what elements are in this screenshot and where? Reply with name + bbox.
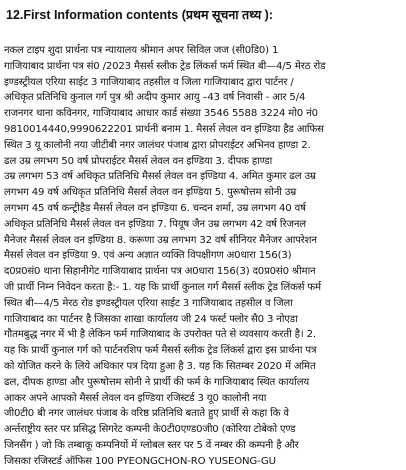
body-line: आकर अपने आपको मैसर्स लेवल वन इण्डिया रजिस्टर्ड 3 यू0 कालोनी नया bbox=[4, 392, 267, 404]
body-line: द0प्र0सं0 थाना सिहानीगेट गाजियाबाद प्रार्थना पत्र अ0धारा 156(3) द0प्र0सं0 श्रीमान bbox=[4, 266, 316, 278]
body-line: लगभग 45 वर्ष कन्ट्रीहैड मैसर्स लेवल वन इण्डिया 6. चन्दन शर्मा, उम्र लगभग 40 वर्ष bbox=[4, 202, 306, 214]
section-title: First Information contents bbox=[23, 8, 179, 22]
body-line: उम्र लगभग 53 वर्ष अधिकृत प्रतिनिधि मैसर्स लेवल वन इण्डिया 4. अमित कुमार ढल उम्र bbox=[4, 171, 316, 183]
body-line: नकल टाइप शुदा प्रार्थना पत्र न्यायालय श्रीमान अपर सिविल जज (सी0डि0) 1 bbox=[4, 45, 279, 56]
body-line: इण्डस्ट्रीयल एरिया साईट 3 गाजियाबाद तहसील व जिला गाजियाबाद द्वारा पार्टनर / bbox=[4, 76, 294, 88]
body-line: स्थित 3 यू कालोनी नया जीटीबी नगर जालंधर पंजाब द्वारा प्रोपराईटर अभिनव हाण्डा 2. bbox=[4, 139, 311, 151]
body-line: यह कि प्रार्थी कुनाल गर्ग को पार्टनरशिप फर्म मैसर्स स्लीक ट्रेड लिंकर्स द्वारा इस प्रार्थना पत्र bbox=[4, 345, 317, 357]
body-line: जिनसैंग ) जो कि तम्बाकू कम्पनियों में ग्लोबल स्तर पर 5 वें नम्बर की कम्पनी है और bbox=[4, 439, 299, 451]
body-line: गाजियाबाद का पार्टनर है जिसका शाखा कार्यालय जी 24 फर्स्ट फ्लोर सै0 3 नोएडा bbox=[4, 313, 298, 325]
section-title-hindi: (प्रथम सूचना तथ्य ): bbox=[181, 8, 273, 22]
body-line: अधिकृत प्रतिनिधि मैसर्स लेवल वन इण्डिया 7. पियूष जैन उम्र लगभग 42 वर्ष रिजनल bbox=[4, 218, 306, 230]
body-line: अर्न्तराष्ट्रीय स्तर पर प्रसिद्ध सिगरेट कम्पनी के0टी0एण्ड0जी0 (कोरिया टोबेको एण्ड bbox=[4, 424, 296, 436]
body-line: मैनेजर मैसर्स लेवल वन इण्डिया 8. करूणा उम्र लगभग 32 वर्ष सीनियर मैनेजर आपरेशन bbox=[4, 234, 317, 246]
body-line: गाजियाबाद प्रार्थना पत्र सं0 /2023 मैसर्स स्लीक ट्रेड लिंकर्स फर्म स्थित बी—4/5 मेरठ रोड bbox=[4, 60, 326, 72]
body-line: को योजित करने के लिये अधिकार पत्र दिया हुआ है 3. यह कि सितम्बर 2020 में अमित bbox=[4, 360, 316, 372]
body-line: गौतमबुद्ध नगर में भी है लेकिन फर्म गाजियाबाद के उपरोक्त पते से व्यवसाय करती है। 2. bbox=[4, 329, 316, 341]
body-line: 9810014440,9990622201 प्रार्थनी बनाम 1. मैसर्स लेवल वन इण्डिया हैड आफिस bbox=[4, 123, 324, 135]
body-line: ढल उम्र लगभग 50 वर्ष प्रोपराईटर मैसर्स लेवल वन इण्डिया 3. दीपक हाण्डा bbox=[4, 155, 273, 167]
body-line: जी प्रार्थी निम्न निवेदन करता है:- 1. यह कि प्रार्थी कुनाल गर्ग मैसर्स स्लीक ट्रेड लिंकर्स फर्म bbox=[4, 281, 321, 293]
first-information-body bbox=[4, 43, 402, 470]
body-line: अधिकृत प्रतिनिधि कुनाल गर्ग पुत्र श्री अदीप कुमार आयु –43 वर्ष निवासी - आर 5/4 bbox=[4, 92, 306, 104]
body-line: राजनगर थाना कविनगर, गाजियाबाद आधार कार्ड संख्या 3546 5588 3224 मो0 नं0 bbox=[4, 108, 318, 120]
body-line: स्थित बी—4/5 मेरठ रोड इण्डस्ट्रीयल एरिया साईट 3 गाजियाबाद तहसील व जिला bbox=[4, 297, 293, 309]
section-heading bbox=[6, 6, 273, 23]
body-line: मैसर्स लेवल वन इण्डिया 9. एवं अन्य अज्ञात व्यक्ति विपक्षीगण अ0धारा 156(3) bbox=[4, 250, 292, 262]
body-line: लगभग 49 वर्ष अधिकृत प्रतिनिधि मैसर्स लेवल वन इण्डिया 5. पुरूषोत्तम सोनी उम्र bbox=[4, 187, 297, 199]
section-number: 12. bbox=[6, 8, 24, 22]
body-line: जी0टी0 बी नगर जालंधर पंजाब के वरिष्ठ प्रतिनिधि बताते हुए प्रार्थी से कहा कि वे bbox=[4, 408, 289, 420]
body-line: ढल, दीपक हाण्डा और पुरूषोत्तम सोनी ने प्रार्थी की फर्म के गाजियाबाद स्थित कार्यालय bbox=[4, 376, 310, 388]
body-line: जिसका रजिस्टर्ड ऑफिस 100 PYEONGCHON-RO YUSEONG-GU bbox=[4, 455, 276, 467]
